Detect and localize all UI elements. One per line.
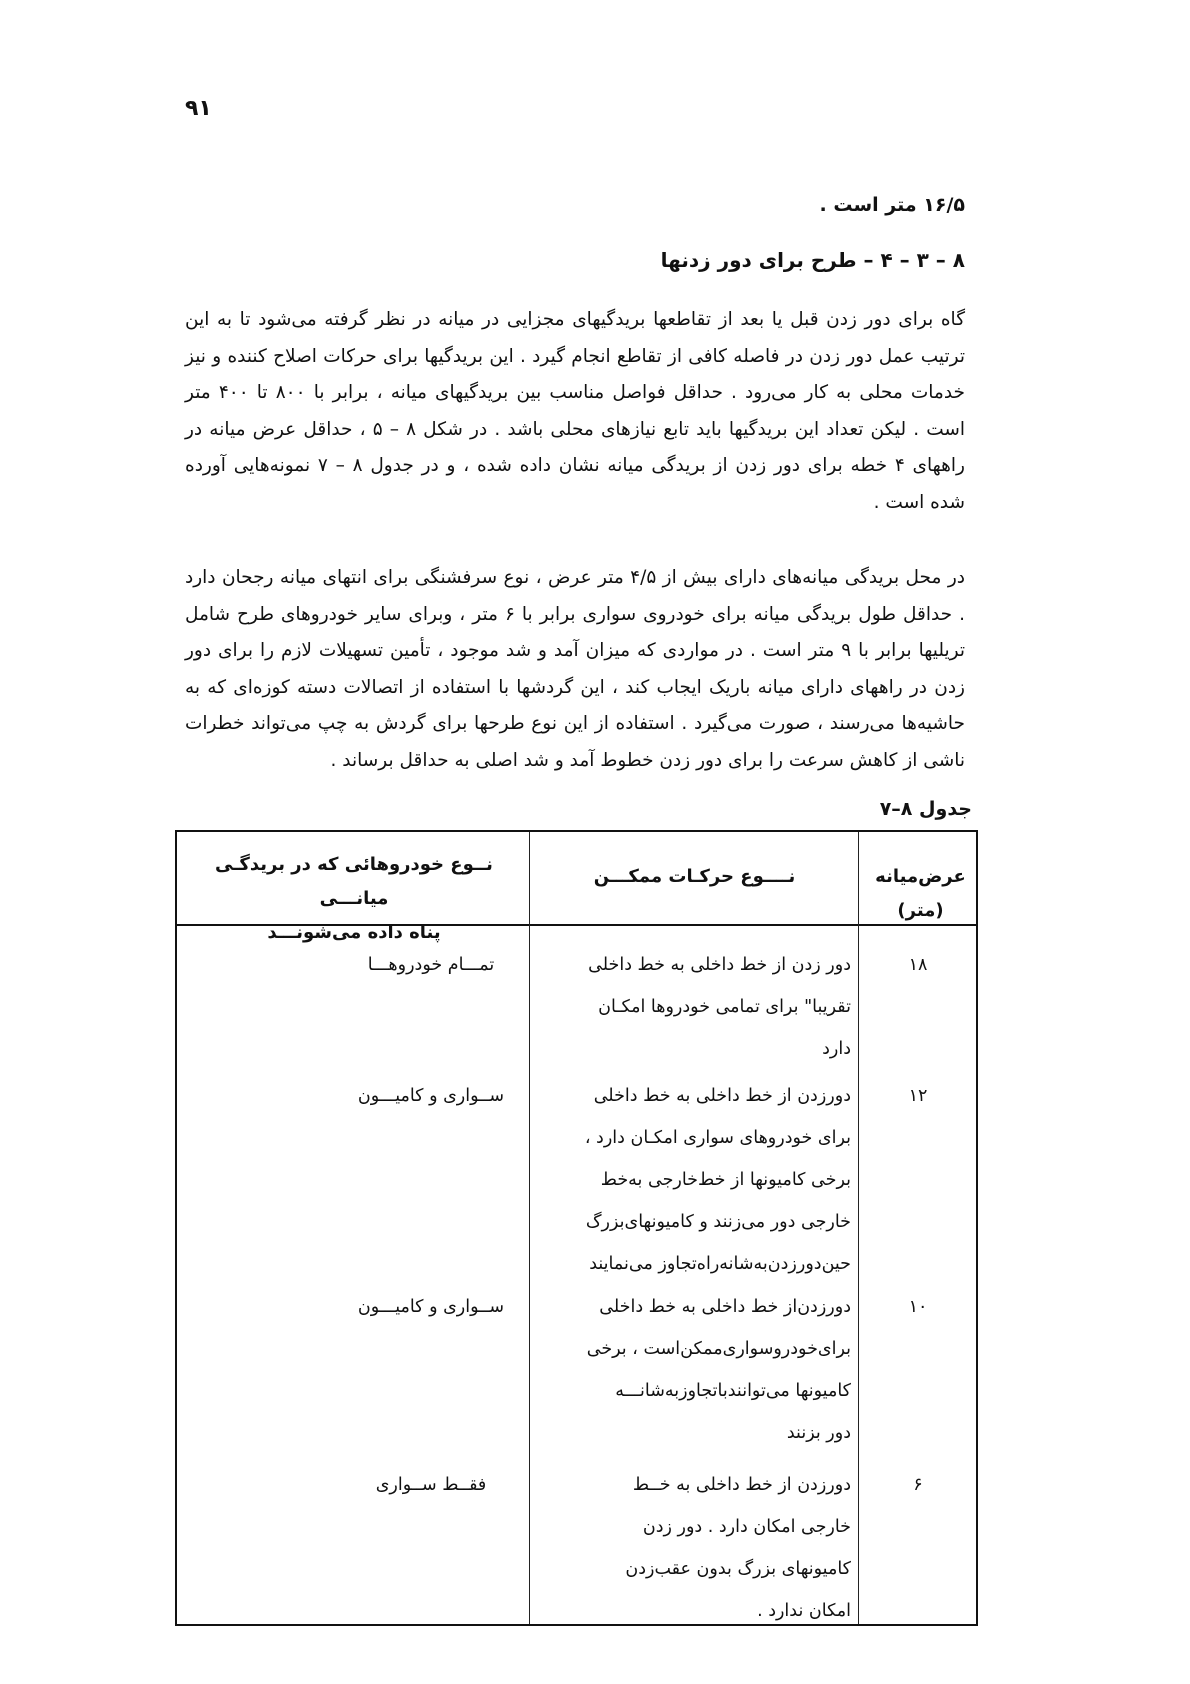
row-2-movement-line: خارجی دور می‌زنند و کامیونهای‌بزرگ bbox=[585, 1212, 851, 1232]
row-1-width-value: ۱۸ bbox=[908, 955, 928, 975]
row-4-movement bbox=[539, 1464, 851, 1632]
page-number: ۹۱ bbox=[185, 96, 212, 121]
row-2-vehicles bbox=[197, 1075, 515, 1117]
column-divider bbox=[529, 832, 530, 1624]
intro-line: ۱۶/۵ متر است . bbox=[819, 194, 965, 216]
row-2-movement bbox=[539, 1075, 851, 1285]
row-2-movement-line: حین‌دورزدن‌به‌شانه‌راه‌تجاوز می‌نمایند bbox=[589, 1254, 851, 1274]
row-2-movement-line: برخی کامیونها از خط‌خارجی به‌خط bbox=[600, 1170, 851, 1190]
header-movement-type: نــــوع حرکـات ممکـــن bbox=[593, 866, 796, 887]
row-3-movement-line: دورزدن‌از خط داخلی به خط داخلی bbox=[599, 1297, 851, 1317]
row-3-movement-line: برای‌خودروسواری‌ممکن‌است ، برخی bbox=[586, 1339, 851, 1359]
header-vehicle-line-1: نــوع خودروهائی که در بریدگـی میانـــی bbox=[215, 854, 493, 909]
row-1-movement bbox=[539, 944, 851, 1070]
data-table bbox=[175, 830, 978, 1626]
row-4-movement-line: کامیونهای بزرگ بدون عقب‌زدن bbox=[625, 1559, 851, 1579]
row-1-vehicles-text: تمـــام خودروهـــا bbox=[367, 955, 495, 975]
row-2-vehicles-text: ســواری و کامیـــون bbox=[357, 1086, 505, 1106]
row-4-vehicles-text: فقــط ســواری bbox=[375, 1475, 487, 1495]
row-1-movement-line: دارد bbox=[822, 1039, 851, 1059]
header-vehicle-type bbox=[185, 848, 523, 950]
header-median-width: عرض‌میانه (متر) bbox=[875, 866, 966, 921]
row-2-width-value: ۱۲ bbox=[908, 1086, 928, 1106]
row-4-movement-line: امکان ندارد . bbox=[757, 1601, 851, 1621]
row-3-movement-line: کامیونها‌ می‌توانند‌با‌تجاوز‌به‌شانـــه bbox=[615, 1381, 851, 1401]
row-4-movement-line: دورزدن از خط داخلی به خــط bbox=[632, 1475, 851, 1495]
row-2-movement-line: دورزدن از خط داخلی به خط داخلی bbox=[593, 1086, 851, 1106]
row-4-vehicles bbox=[197, 1464, 515, 1506]
paragraph-1: گاه برای دور زدن قبل یا بعد از تقاطعها بریدگیهای مجزایی در میانه در نظر گرفته می‌شود تا به این ترتیب عمل دور زدن در فاصله کافی از تقاطع انجام گیرد . این بریدگیها برای حرکات اصلاح کننده و نیز خدمات محلی به کار می‌رود . حداقل فواصل مناسب بین بریدگیهای میانه ، برابر با ۸۰۰ تا ۴۰۰ متر است . لیکن تعداد این بریدگیها باید تابع نیازهای محلی باشد . در شکل ۸ – ۵ ، حداقل عرض میانه در راههای ۴ خطه برای دور زدن از بریدگی میانه نشان داده شده ، و در جدول ۸ – ۷ نمونه‌هایی آورده شده است . bbox=[185, 309, 965, 513]
row-3-movement-line: دور بزنند bbox=[786, 1423, 851, 1443]
header-vehicle-line-2: پناه داده می‌شونـــد bbox=[267, 922, 441, 943]
column-divider bbox=[858, 832, 859, 1624]
row-2-movement-line: برای خودروهای سواری امکـان دارد ، bbox=[584, 1128, 851, 1148]
paragraph-2: در محل بریدگی میانه‌های دارای بیش از ۴/۵ متر عرض ، نوع سرفشنگی برای انتهای میانه رجحان دارد . حداقل طول بریدگی میانه برای خودروی سواری برابر با ۶ متر ، وبرای سایر خودروهای طرح شامل تریلیها برابر با ۹ متر است . در مواردی که میزان آمد و شد موجود ، تأمین تسهیلات لازم را برای دور زدن در راههای دارای میانه باریک ایجاب کند ، این گردشها با استفاده از اتصالات دسته کوزه‌ای که به حاشیه‌ها می‌رسند ، صورت می‌گیرد . استفاده از این نوع طرحها برای گردش به چپ می‌تواند خطرات ناشی از کاهش سرعت را برای دور زدن خطوط آمد و شد اصلی به حداقل برساند . bbox=[185, 567, 965, 771]
row-3-vehicles bbox=[197, 1286, 515, 1328]
row-3-vehicles-text: ســواری و کامیـــون bbox=[357, 1297, 505, 1317]
row-3-movement bbox=[539, 1286, 851, 1454]
section-heading: ۸ – ۳ – ۴ – طرح برای دور زدنها bbox=[660, 248, 965, 272]
table-caption: جدول ۸–۷ bbox=[879, 798, 972, 820]
row-3-width-value: ۱۰ bbox=[908, 1297, 928, 1317]
row-4-movement-line: خارجی امکان دارد . دور زدن bbox=[642, 1517, 851, 1537]
row-1-movement-line: تقریبا" برای تمامی خودروها امکـان bbox=[598, 997, 851, 1017]
row-4-width-value: ۶ bbox=[913, 1475, 923, 1495]
row-1-vehicles bbox=[197, 944, 515, 986]
row-1-movement-line: دور زدن از خط داخلی به خط داخلی bbox=[588, 955, 851, 975]
